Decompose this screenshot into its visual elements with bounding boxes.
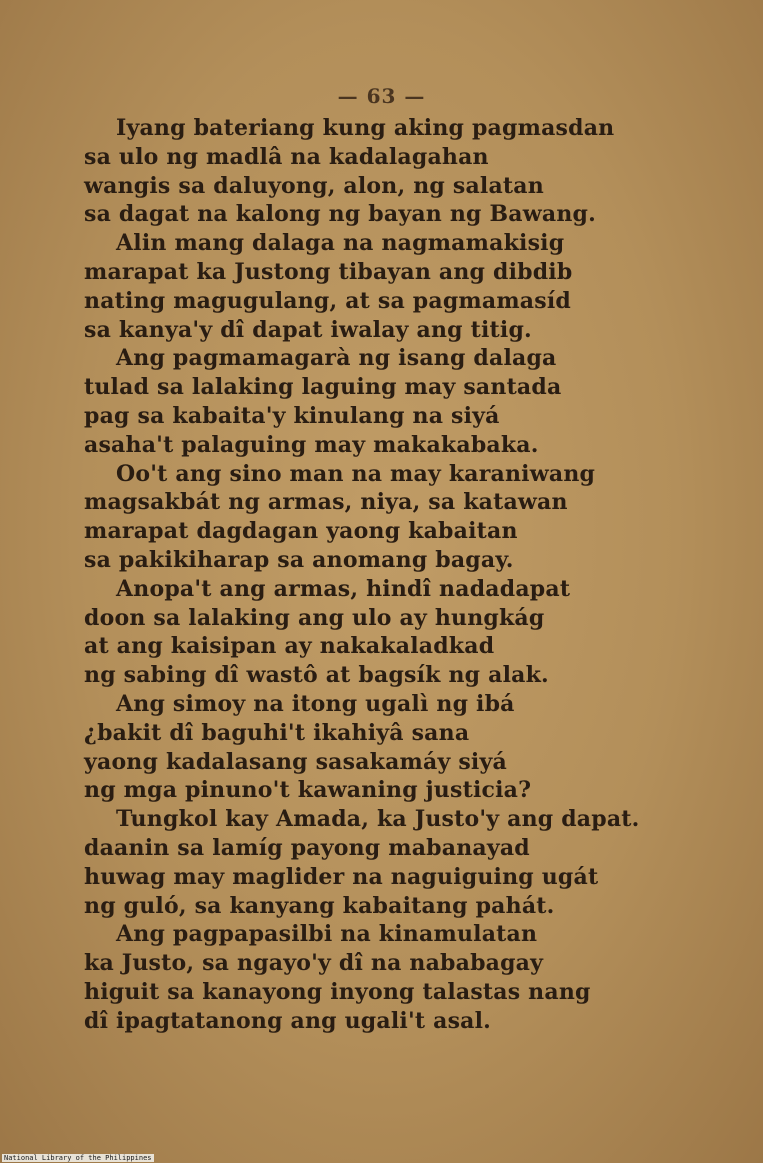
verse-line: sa dagat na kalong ng bayan ng Bawang. <box>84 201 596 228</box>
verse-line: doon sa lalaking ang ulo ay hungkág <box>84 604 545 631</box>
verse-line: ng guló, sa kanyang kabaitang pahát. <box>84 892 555 919</box>
stanza <box>84 229 684 344</box>
stanza <box>84 805 684 920</box>
verse-line: sa pakikiharap sa anomang bagay. <box>84 546 514 573</box>
verse-line: sa ulo ng madlâ na kadalagahan <box>84 143 489 170</box>
stanza <box>84 575 684 690</box>
verse-line: Alin mang dalaga na nagmamakisig <box>116 230 565 257</box>
poem-body <box>84 114 684 1036</box>
verse-line: tulad sa lalaking laguing may santada <box>84 374 562 401</box>
verse-line: ng mga pinuno't kawaning justicia? <box>84 777 532 804</box>
verse-line: nating magugulang, at sa pagmamasíd <box>84 287 571 314</box>
verse-line: Iyang bateriang kung aking pagmasdan <box>116 115 615 141</box>
verse-line: ng sabing dî wastô at bagsík ng alak. <box>84 662 549 689</box>
verse-line: magsakbát ng armas, niya, sa katawan <box>84 489 568 516</box>
stanza <box>84 690 684 805</box>
stanza <box>84 920 684 1035</box>
verse-line: wangis sa daluyong, alon, ng salatan <box>84 172 544 199</box>
library-credit: National Library of the Philippines <box>4 1154 152 1162</box>
verse-line: Ang pagpapasilbi na kinamulatan <box>116 921 538 948</box>
verse-line: ¿bakit dî baguhi't ikahiyâ sana <box>84 719 470 746</box>
verse-line: higuit sa kanayong inyong talastas nang <box>84 978 591 1005</box>
verse-line: huwag may maglider na naguiguing ugát <box>84 863 599 890</box>
stanza <box>84 114 684 229</box>
verse-line: marapat dagdagan yaong kabaitan <box>84 518 518 545</box>
verse-line: sa kanya'y dî dapat iwalay ang titig. <box>84 316 532 343</box>
verse-line: pag sa kabaita'y kinulang na siyá <box>84 402 500 429</box>
verse-line: daanin sa lamíg payong mabanayad <box>84 834 530 861</box>
verse-line: yaong kadalasang sasakamáy siyá <box>84 748 507 775</box>
verse-line: Tungkol kay Amada, ka Justo'y ang dapat. <box>116 806 640 833</box>
verse-line: asaha't palaguing may makakabaka. <box>84 431 539 458</box>
verse-line: Oo't ang sino man na may karaniwang <box>116 460 596 487</box>
verse-line: Ang simoy na itong ugalì ng ibá <box>116 690 515 717</box>
page-number: — 63 — <box>337 84 426 108</box>
stanza <box>84 460 684 575</box>
verse-line: ka Justo, sa ngayo'y dî na nababagay <box>84 950 544 977</box>
verse-line: marapat ka Justong tibayan ang dibdib <box>84 258 573 285</box>
stanza <box>84 344 684 459</box>
verse-line: at ang kaisipan ay nakakaladkad <box>84 633 495 660</box>
verse-line: Anopa't ang armas, hindî nadadapat <box>116 575 571 602</box>
verse-line: Ang pagmamagarà ng isang dalaga <box>116 345 557 372</box>
verse-line: dî ipagtatanong ang ugali't asal. <box>84 1007 492 1034</box>
